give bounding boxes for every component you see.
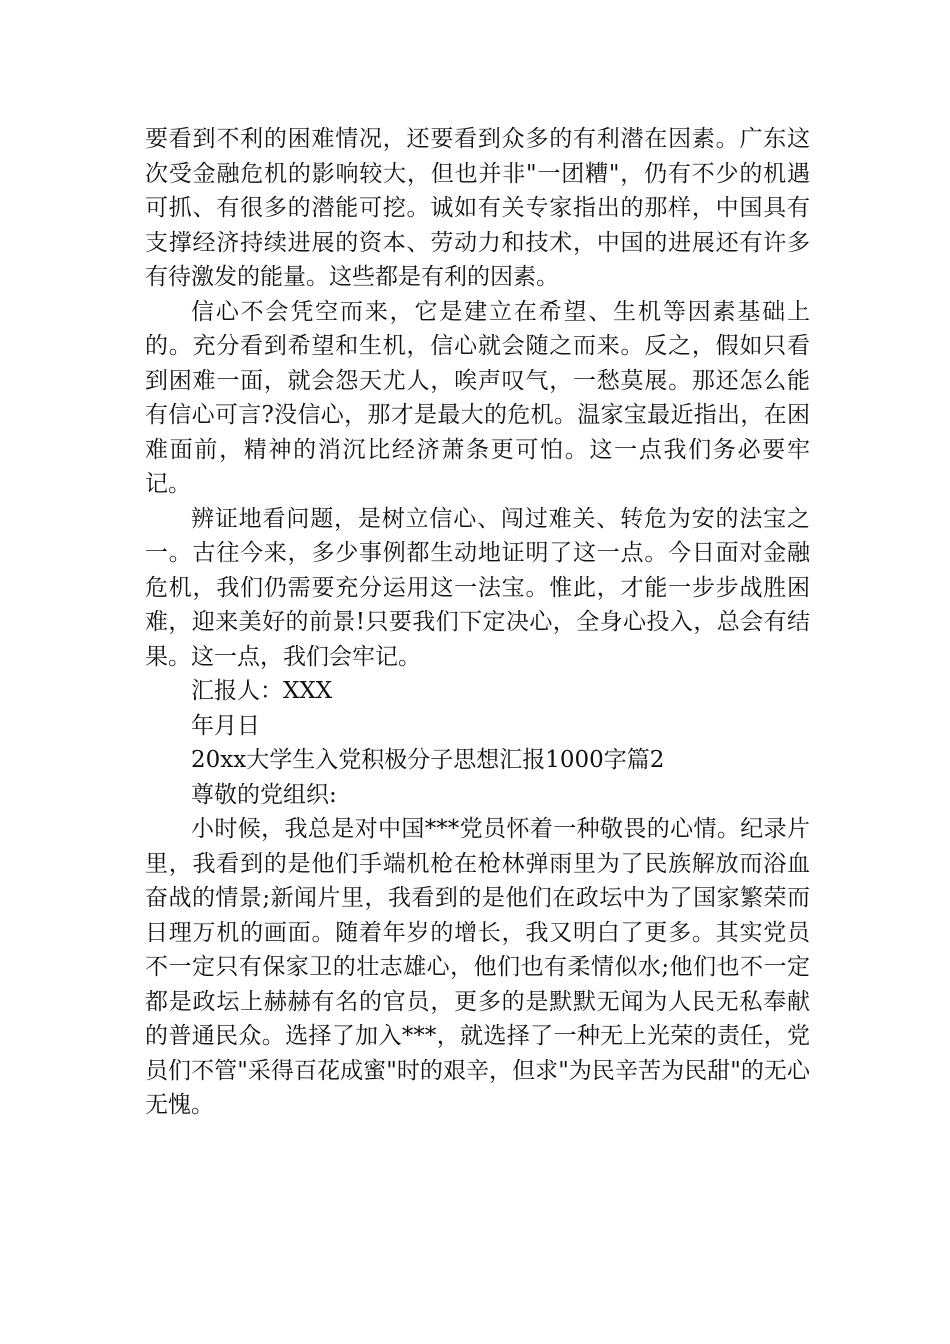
salutation: 尊敬的党组织: [191, 781, 337, 808]
document-page [145, 122, 810, 1123]
paragraph-favorable-factors: 要看到不利的困难情况，还要看到众多的有利潜在因素。广东这次受金融危机的影响较大，但也并非"一团糟"，仍有不少的机遇可抓、有很多的潜能可挖。诚如有关专家指出的那样，中国具有支撑经济持续进展的资本、劳动力和技术，中国的进展还有许多有待激发的能量。这些都是有利的因素。 [145, 126, 810, 290]
report-date: 年月日 [191, 712, 260, 739]
paragraph-childhood: 小时候，我总是对中国***党员怀着一种敬畏的心情。纪录片里，我看到的是他们手端机枪在枪林弹雨里为了民族解放而浴血奋战的情景;新闻片里，我看到的是他们在政坛中为了国家繁荣而日理万机的画面。随着年岁的增长，我又明白了更多。其实党员不一定只有保家卫的壮志雄心，他们也有柔情似水;他们也不一定都是政坛上赫赫有名的官员，更多的是默默无闻为人民无私奉献的普通民众。选择了加入***，就选择了一种无上光荣的责任，党员们不管"采得百花成蜜"时的艰辛，但求"为民辛苦为民甜"的无心无愧。 [145, 816, 810, 1118]
paragraph-confidence: 信心不会凭空而来，它是建立在希望、生机等因素基础上的。充分看到希望和生机，信心就会随之而来。反之，假如只看到困难一面，就会怨天尤人，唉声叹气，一愁莫展。那还怎么能有信心可言?没信心，那才是最大的危机。温家宝最近指出，在困难面前，精神的消沉比经济萧条更可怕。这一点我们务必要牢记。 [145, 298, 810, 497]
paragraph-dialectics: 辨证地看问题，是树立信心、闯过难关、转危为安的法宝之一。古往今来，多少事例都生动地证明了这一点。今日面对金融危机，我们仍需要充分运用这一法宝。惟此，才能一步步战胜困难，迎来美好的前景!只要我们下定决心，全身心投入，总会有结果。这一点，我们会牢记。 [145, 505, 810, 670]
section-title: 20xx大学生入党积极分子思想汇报1000字篇2 [191, 747, 665, 773]
reporter-signature: 汇报人：XXX [191, 678, 333, 704]
